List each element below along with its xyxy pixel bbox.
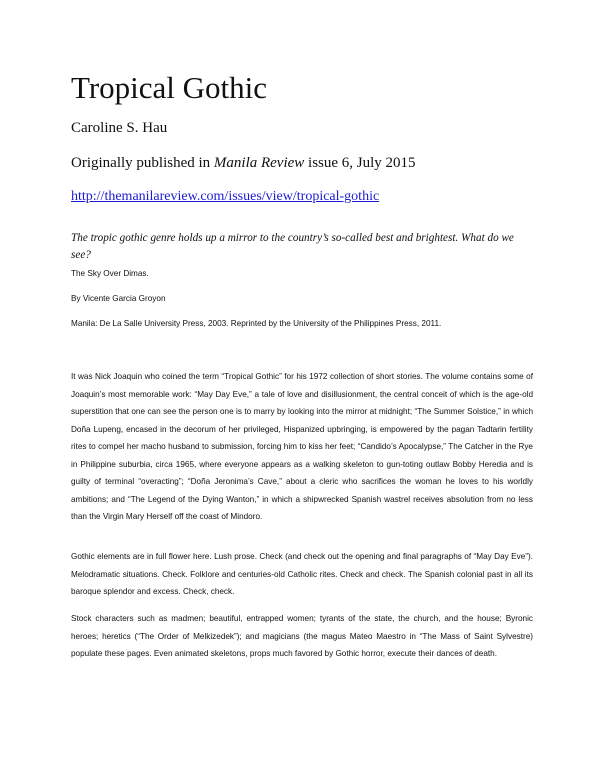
article-title: Tropical Gothic xyxy=(71,70,268,105)
body-paragraph-2: Gothic elements are in full flower here. Lush prose. Check (and check out the opening and final paragraphs of “May Day Eve”). Melodramatic situations. Check. Folklore and centuries-old Catholic rites. Check and check. The Spanish colonial past in all its baroque splendor and excess. Check, check. xyxy=(71,552,533,596)
source-link[interactable]: http://themanilareview.com/issues/view/tropical-gothic xyxy=(71,189,380,204)
book-title: The Sky Over Dimas. xyxy=(71,269,149,278)
book-author: By Vicente Garcia Groyon xyxy=(71,294,166,303)
publication-suffix: issue 6, July 2015 xyxy=(304,155,416,171)
publication-info xyxy=(71,153,416,173)
body-paragraph-1: It was Nick Joaquin who coined the term “Tropical Gothic” for his 1972 collection of short stories. The volume contains some of Joaquin’s most memorable work: “May Day Eve,” a tale of love and disillusionment, the central conceit of which is the age-old superstition that one can see the person one is to marry by looking into the mirror at midnight; “The Summer Solstice,” in which Doña Lupeng, encased in the decorum of her privileged, Hispanized upbringing, is empowered by the pagan Tadtarin fertility rites to compel her macho husband to submission, forcing him to kiss her feet; “Candido’s Apocalypse,” The Catcher in the Rye in Philippine suburbia, circa 1965, where everyone appears as a walking skeleton to gun-toting outlaw Bobby Heredia and is guilty of terminal “overacting”; “Doña Jeronima’s Cave,” about a cleric who sacrifices the woman he loves to his worldly ambitions; and “The Legend of the Dying Wanton,” in which a shipwrecked Spanish wastrel receives absolution from no less than the Virgin Mary Herself off the coast of Mindoro. xyxy=(71,372,533,521)
publication-prefix: Originally published in xyxy=(71,155,214,171)
article-dek: The tropic gothic genre holds up a mirror to the country’s so-called best and brightest. What do we see? xyxy=(71,232,514,261)
body-paragraph-3: Stock characters such as madmen; beautiful, entrapped women; tyrants of the state, the church, and the house; Byronic heroes; heretics (“The Order of Melkizedek”); and magicians (the magus Mateo Maestro in “The Mass of Saint Sylvestre) populate these pages. Even animated skeletons, props much favored by Gothic horror, execute their dances of death. xyxy=(71,614,533,658)
article-author: Caroline S. Hau xyxy=(71,120,168,136)
book-publisher: Manila: De La Salle University Press, 2003. Reprinted by the University of the Philippines Press, 2011. xyxy=(71,319,442,328)
publication-journal: Manila Review xyxy=(213,155,305,171)
